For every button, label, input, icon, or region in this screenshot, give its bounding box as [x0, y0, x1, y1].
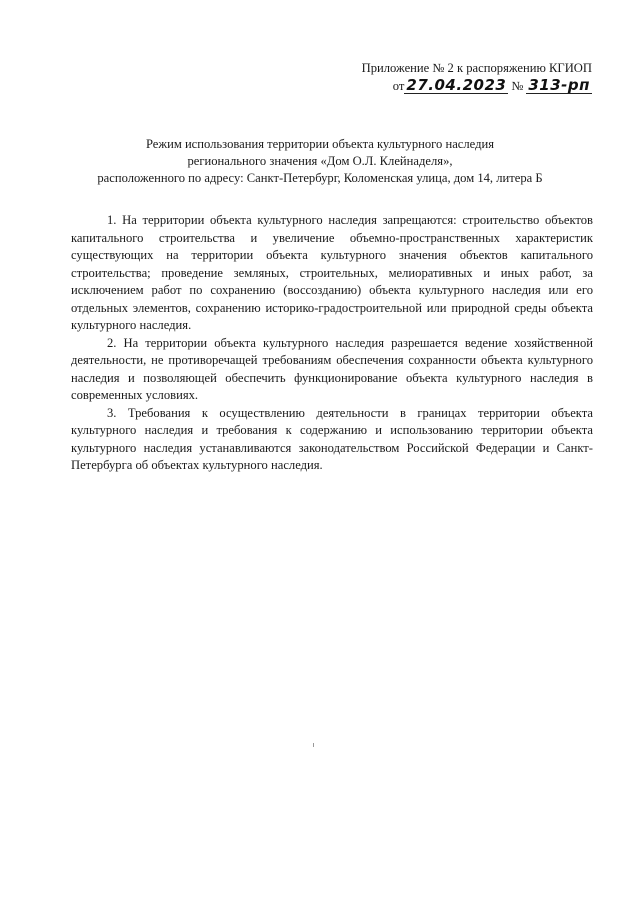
document-title [60, 136, 580, 187]
order-number-handwritten: 313-рп [528, 76, 590, 94]
paragraph-3: 3. Требования к осуществлению деятельности в границах территории объекта культурного наследия и требования к содержанию и использованию территории объекта культурного наследия устанавливаются законодательством Российской Федерации и Санкт-Петербурга об объектах культурного наследия. [71, 405, 593, 472]
date-prefix: от [392, 79, 405, 93]
title-line-3: расположенного по адресу: Санкт-Петербург, Коломенская улица, дом 14, литера Б [97, 171, 543, 185]
document-body [71, 212, 593, 475]
appendix-title: Приложение № 2 к распоряжению КГИОП [361, 61, 592, 75]
title-line-1: Режим использования территории объекта культурного наследия [145, 137, 495, 151]
scan-speck [313, 743, 314, 747]
order-number-field [526, 78, 592, 94]
title-line-2: регионального значения «Дом О.Л. Клейнаделя», [187, 154, 453, 168]
paragraph-2: 2. На территории объекта культурного наследия разрешается ведение хозяйственной деятельности, не противоречащей требованиям обеспечения сохранности объекта культурного наследия и позволяющей обеспечить функционирование объекта культурного наследия в современных условиях. [71, 335, 593, 402]
order-reference [332, 78, 592, 95]
order-date-handwritten: 27.04.2023 [406, 76, 507, 94]
order-date-field [404, 78, 508, 94]
number-sign: № [511, 79, 524, 93]
appendix-header [332, 60, 592, 95]
paragraph-1: 1. На территории объекта культурного наследия запрещаются: строительство объектов капитального строительства и увеличение объемно-пространственных характеристик существующих на территории объекта культурного значения объектов капитального строительства; проведение земляных, строительных, мелиоративных и иных работ, за исключением работ по сохранению (воссозданию) объекта культурного наследия или его отдельных элементов, сохранению историко-градостроительной или природной среды объекта культурного наследия. [71, 213, 593, 332]
